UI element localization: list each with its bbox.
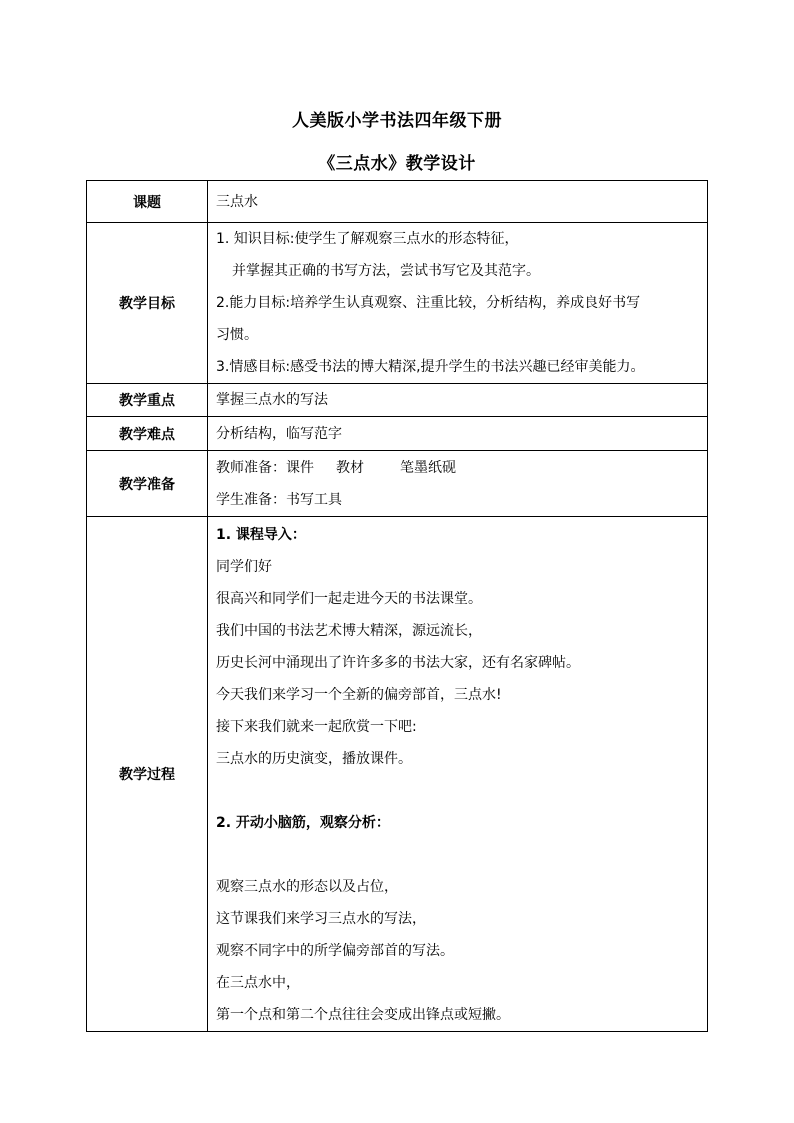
- label-preparation: 教学准备: [87, 451, 208, 517]
- lesson-plan-table: [86, 180, 708, 1032]
- teacher-prep-prefix: 教师准备：课件: [216, 459, 314, 476]
- row-process: [87, 517, 708, 1032]
- row-preparation: [87, 451, 708, 517]
- process-line: 在三点水中，: [216, 975, 300, 991]
- process-line: 我们中国的书法艺术博大精深，源远流长，: [216, 623, 482, 639]
- process-line: 观察三点水的形态以及占位，: [216, 879, 398, 895]
- goal-line: 1. 知识目标:使学生了解观察三点水的形态特征，: [216, 231, 519, 247]
- goal-line: 并掌握其正确的书写方法，尝试书写它及其范字。: [232, 263, 540, 279]
- label-key-points: 教学重点: [87, 384, 208, 417]
- label-process: 教学过程: [87, 517, 208, 1032]
- row-difficulties: [87, 417, 708, 451]
- process-line: 很高兴和同学们一起走进今天的书法课堂。: [216, 591, 482, 607]
- topic-text: 三点水: [216, 193, 258, 210]
- blank-line: [216, 839, 703, 871]
- process-section-heading: 1. 课程导入：: [216, 527, 306, 543]
- label-topic: 课题: [87, 181, 208, 223]
- process-line: 这节课我们来学习三点水的写法，: [216, 911, 426, 927]
- process-line: 观察不同字中的所学偏旁部首的写法。: [216, 943, 454, 959]
- process-line: 历史长河中涌现出了许许多多的书法大家，还有名家碑帖。: [216, 655, 580, 671]
- value-goals: [208, 223, 708, 384]
- goal-line: 3.情感目标:感受书法的博大精深,提升学生的书法兴趣已经审美能力。: [216, 359, 645, 375]
- value-difficulties: [208, 417, 708, 451]
- row-key-points: [87, 384, 708, 417]
- key-points-text: 掌握三点水的写法: [216, 392, 328, 408]
- process-line: 同学们好: [216, 559, 272, 575]
- row-topic: [87, 181, 708, 223]
- process-line: 第一个点和第二个点往往会变成出锋点或短撇。: [216, 1007, 510, 1023]
- row-goals: [87, 223, 708, 384]
- value-preparation: [208, 451, 708, 517]
- teacher-prep-item: 笔墨纸砚: [400, 459, 456, 476]
- teacher-preparation: [216, 452, 703, 484]
- process-line: 今天我们来学习一个全新的偏旁部首，三点水!: [216, 687, 502, 703]
- value-process: [208, 517, 708, 1032]
- value-topic: [208, 181, 708, 223]
- process-section-heading: 2. 开动小脑筋，观察分析：: [216, 815, 390, 831]
- difficulties-text: 分析结构，临写范字: [216, 425, 342, 442]
- student-preparation: 学生准备：书写工具: [216, 491, 342, 508]
- process-line: 接下来我们就来一起欣赏一下吧:: [216, 719, 417, 735]
- label-difficulties: 教学难点: [87, 417, 208, 451]
- label-goals: 教学目标: [87, 223, 208, 384]
- teacher-prep-item: 教材: [336, 459, 364, 476]
- process-line: 三点水的历史演变，播放课件。: [216, 751, 412, 767]
- value-key-points: [208, 384, 708, 417]
- blank-line: [216, 775, 703, 807]
- document-title: 人美版小学书法四年级下册: [292, 111, 502, 131]
- document-subtitle: 《三点水》教学设计: [318, 154, 476, 174]
- goal-line: 习惯。: [216, 327, 258, 343]
- goal-line: 2.能力目标:培养学生认真观察、注重比较，分析结构，养成良好书写: [216, 295, 641, 311]
